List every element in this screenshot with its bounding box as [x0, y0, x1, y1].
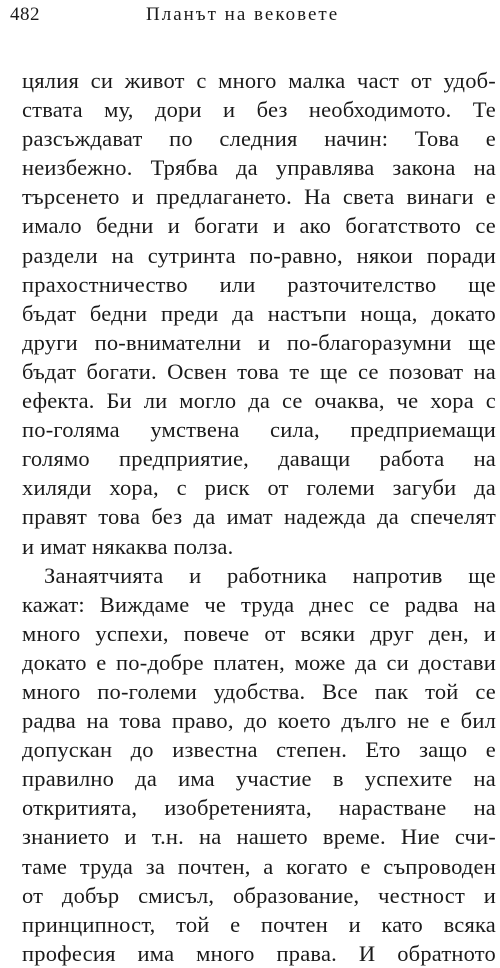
- text-line: принципност, той е почтен и като всяка: [22, 911, 496, 937]
- text-line: търсенето и предлагането. На света винаги е: [22, 184, 496, 210]
- text-line: докато е по-добре платен, може да си достави: [22, 649, 496, 675]
- text-line: радва на това право, до което дълго не е бил: [22, 708, 496, 734]
- text-line: Занаятчията и работника напротив ще: [44, 562, 496, 588]
- text-line: неизбежно. Трябва да управлява закона на: [22, 155, 496, 181]
- text-line: имало бедни и богати и ако богатството се: [22, 213, 496, 239]
- text-line: бъдат богати. Освен това те ще се позоват на: [22, 358, 496, 384]
- text-line: и имат някаква полза.: [22, 533, 234, 559]
- text-line: правят това без да имат надежда да спечелят: [22, 504, 496, 530]
- text-line: ефекта. Би ли могло да се очаква, че хора с: [22, 388, 496, 414]
- text-line: от добър смисъл, образование, честност и: [22, 882, 496, 908]
- text-line: таме труда за почтен, а когато е съпроводен: [22, 853, 496, 879]
- page-number: 482: [10, 4, 40, 25]
- text-line: много по-големи удобства. Все пак той се: [22, 678, 496, 704]
- text-line: ствата му, дори и без необходимото. Те: [22, 97, 496, 123]
- text-line: кажат: Виждаме че труда днес се радва на: [22, 591, 496, 617]
- text-line: бъдат бедни преди да настъпи ноща, докато: [22, 300, 496, 326]
- text-line: допускан до известна степен. Ето защо е: [22, 737, 496, 763]
- text-line: откритията, изобретенията, нарастване на: [22, 795, 496, 821]
- text-line: знанието и т.н. на нашето време. Ние счи-: [22, 824, 496, 850]
- text-line: цялия си живот с много малка част от удоб-: [22, 68, 496, 93]
- text-line: правилно да има участие в успехите на: [22, 766, 496, 792]
- text-line: раздели на сутринта по-равно, някои поради: [22, 242, 496, 268]
- text-line: много успехи, повече от всяки друг ден, и: [22, 620, 496, 646]
- text-line: по-голяма умствена сила, предприемащи: [22, 417, 496, 443]
- text-line: други по-внимателни и по-благоразумни ще: [22, 329, 496, 355]
- text-line: голямо предприятие, даващи работа на: [22, 446, 496, 472]
- body-text: [22, 66, 496, 968]
- text-line: хиляди хора, с риск от големи загуби да: [22, 475, 496, 501]
- text-line: професия има много права. И обратното: [22, 940, 496, 966]
- book-title: Планът на вековете: [146, 4, 340, 25]
- running-head: [10, 4, 494, 32]
- text-line: разсъждават по следния начин: Това е: [22, 126, 496, 152]
- text-line: прахостничество или разточителство ще: [22, 271, 496, 297]
